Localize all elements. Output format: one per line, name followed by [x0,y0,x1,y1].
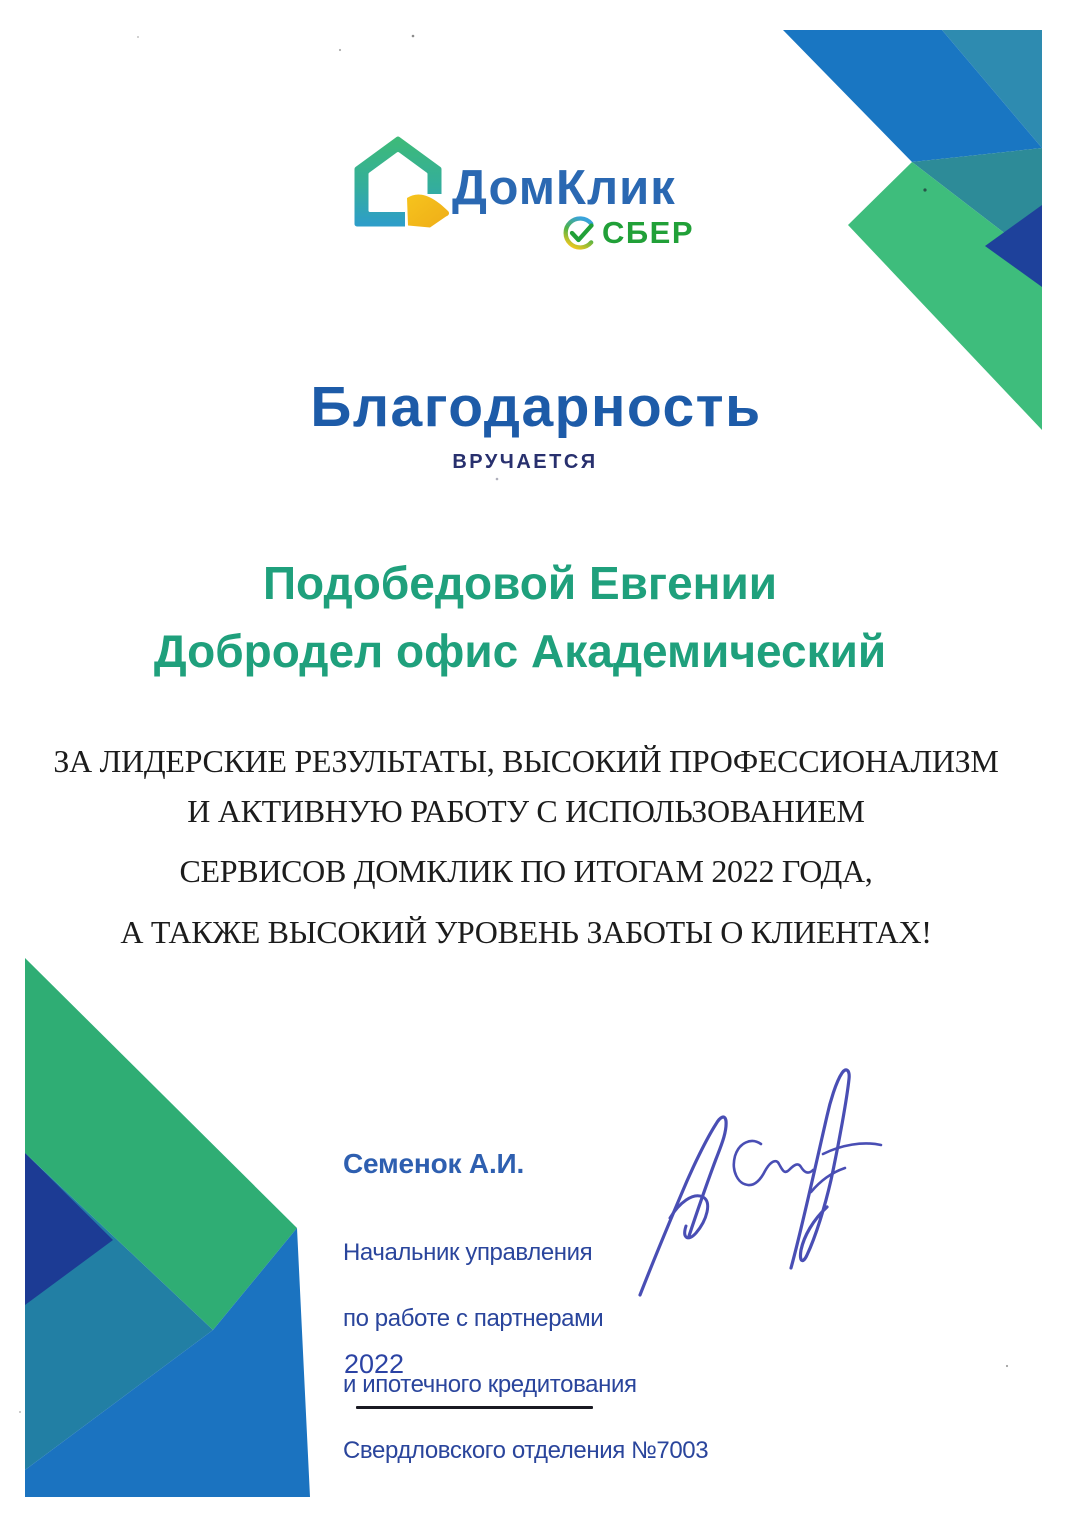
signer-title-line: по работе с партнерами [343,1305,604,1332]
handwritten-signature [615,1040,905,1310]
body-line: И АКТИВНУЮ РАБОТУ С ИСПОЛЬЗОВАНИЕМ [187,793,865,829]
triangle-shape [985,205,1042,287]
triangle-shape [912,148,1042,262]
triangle-shape [25,1228,310,1497]
triangle-shape [25,1153,113,1305]
signer-name: Семенок А.И. [343,1148,525,1179]
check-icon [572,226,592,241]
signer-title-line: и ипотечного кредитования [343,1371,637,1398]
triangle-shape [783,30,1042,162]
triangle-shape [25,958,297,1330]
triangle-shape [25,1153,213,1470]
recipient-name: Подобедовой Евгении [262,557,778,609]
signer-title-line: Начальник управления [343,1239,593,1266]
body-line: А ТАКЖЕ ВЫСОКИЙ УРОВЕНЬ ЗАБОТЫ О КЛИЕНТАХ! [120,914,932,950]
year: 2022 [344,1349,405,1379]
sber-logo-icon [560,213,600,255]
brand-title: ДомКлик [452,161,676,215]
signer-title-line: Свердловского отделения №7003 [343,1437,709,1464]
corner-decoration-bottom-left [25,958,310,1497]
presented-to-label: ВРУЧАЕТСЯ [452,451,598,473]
certificate-title: Благодарность [310,375,762,439]
signature-line [356,1406,593,1409]
sber-label: СБЕР [602,215,695,250]
body-line: ЗА ЛИДЕРСКИЕ РЕЗУЛЬТАТЫ, ВЫСОКИЙ ПРОФЕССИОНАЛИЗМ [53,743,999,779]
domclick-house-icon [348,132,460,236]
triangle-shape [942,30,1042,148]
recipient-office: Добродел офис Академический [153,625,887,677]
corner-decoration-top-right [783,30,1042,430]
recipient-block [0,549,1040,685]
body-line: СЕРВИСОВ ДОМКЛИК ПО ИТОГАМ 2022 ГОДА, [179,853,873,889]
